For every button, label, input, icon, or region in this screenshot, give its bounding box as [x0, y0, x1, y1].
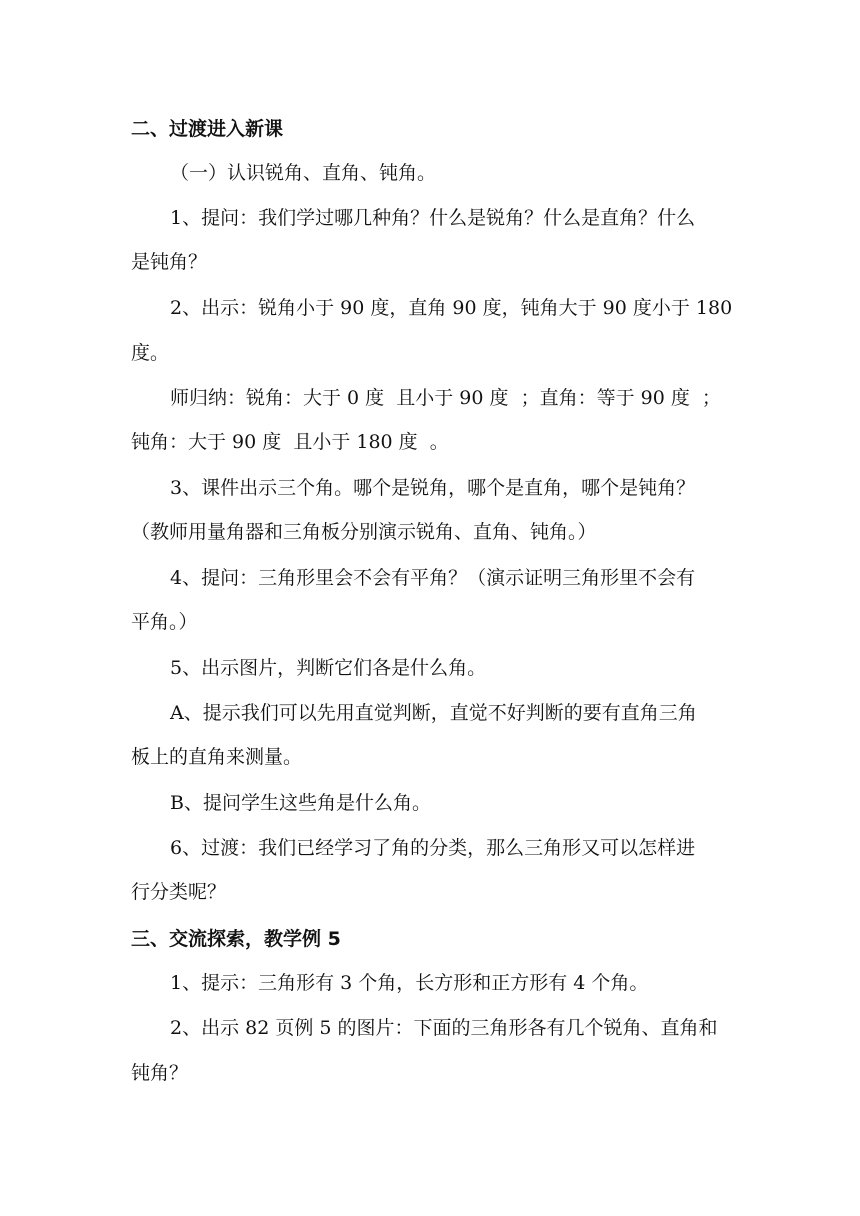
section-heading-2: 二、过渡进入新课 — [131, 118, 284, 140]
paragraph-line: 行分类呢？ — [131, 881, 227, 903]
paragraph-line: 6、过渡：我们已经学习了角的分类，那么三角形又可以怎样进 — [170, 837, 696, 859]
paragraph-line: 钝角：大于 90 度 且小于 180 度 。 — [131, 431, 449, 453]
paragraph-line: 2、出示：锐角小于 90 度，直角 90 度，钝角大于 90 度小于 180 — [170, 297, 733, 319]
paragraph-line: 板上的直角来测量。 — [131, 746, 303, 768]
paragraph-line: 度。 — [131, 342, 170, 364]
paragraph-line: 2、出示 82 页例 5 的图片：下面的三角形各有几个锐角、直角和 — [170, 1017, 718, 1039]
paragraph-line: 1、提示：三角形有 3 个角，长方形和正方形有 4 个角。 — [170, 972, 649, 994]
paragraph-line: A、提示我们可以先用直觉判断，直觉不好判断的要有直角三角 — [170, 702, 697, 724]
paragraph-line: 是钝角？ — [131, 251, 208, 273]
paragraph-line: 5、出示图片，判断它们各是什么角。 — [170, 657, 487, 679]
paragraph-line: B、提问学生这些角是什么角。 — [170, 792, 431, 814]
paragraph-line: （教师用量角器和三角板分别演示锐角、直角、钝角。） — [131, 521, 597, 543]
paragraph-line: 平角。） — [131, 611, 198, 633]
subsection-heading: （一）认识锐角、直角、钝角。 — [170, 162, 437, 184]
section-heading-3: 三、交流探索，教学例 5 — [131, 928, 341, 950]
paragraph-line: 1、提问：我们学过哪几种角？什么是锐角？什么是直角？什么 — [170, 207, 696, 229]
paragraph-line: 3、课件出示三个角。哪个是锐角，哪个是直角，哪个是钝角？ — [170, 477, 696, 499]
paragraph-line: 钝角？ — [131, 1062, 189, 1084]
paragraph-line: 师归纳：锐角：大于 0 度 且小于 90 度 ；直角：等于 90 度 ； — [170, 387, 721, 409]
paragraph-line: 4、提问：三角形里会不会有平角？（演示证明三角形里不会有 — [170, 567, 696, 589]
